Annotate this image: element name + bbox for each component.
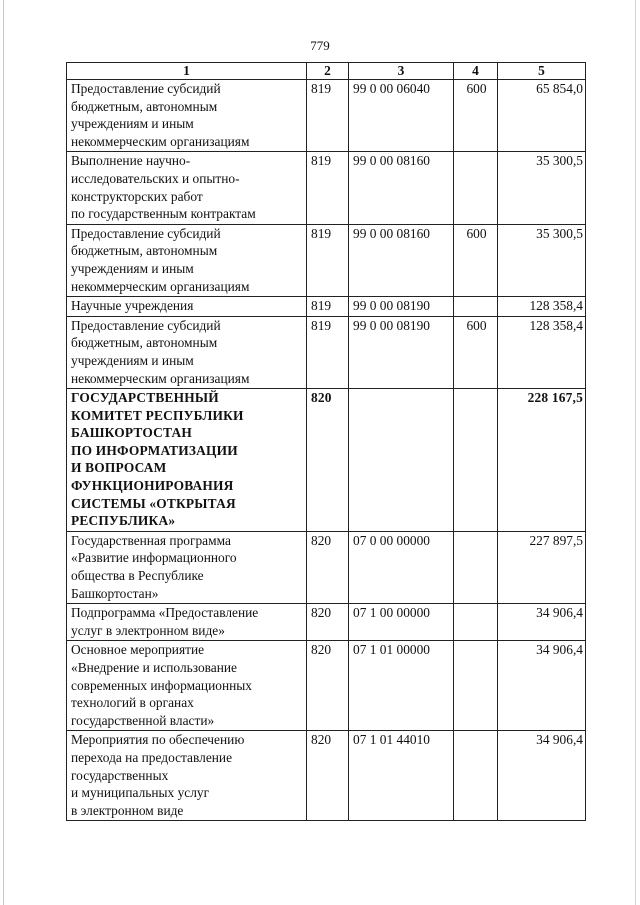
cell-name-line: учреждениям и иным	[71, 352, 194, 368]
cell-name-line: Предоставление субсидий	[71, 81, 221, 96]
cell-name-line: учреждениям и иным	[71, 116, 194, 132]
cell-csr: 99 0 00 08190	[349, 297, 454, 317]
column-header-type: 4	[454, 63, 498, 80]
cell-csr: 99 0 00 08160	[349, 224, 454, 296]
cell-name	[67, 152, 307, 224]
cell-type: 600	[454, 316, 498, 388]
cell-csr: 07 1 00 00000	[349, 604, 454, 641]
cell-amount: 34 906,4	[498, 641, 586, 731]
cell-name	[67, 604, 307, 641]
cell-name	[67, 80, 307, 152]
cell-name-line: конструкторских работ	[71, 188, 203, 204]
cell-name-line: перехода на предоставление	[71, 749, 233, 765]
column-header-name: 1	[67, 63, 307, 80]
cell-name-line: СИСТЕМЫ «ОТКРЫТАЯ	[71, 495, 236, 511]
cell-name-line: государственной власти»	[71, 712, 215, 728]
cell-type	[454, 297, 498, 317]
cell-name-line: Государственная программа	[71, 532, 231, 548]
cell-name-line: учреждениям и иным	[71, 260, 194, 276]
table-row	[67, 224, 586, 296]
cell-csr	[349, 389, 454, 532]
column-header-amount: 5	[498, 63, 586, 80]
cell-name-line: КОМИТЕТ РЕСПУБЛИКИ	[71, 407, 244, 423]
cell-name-line: ПО ИНФОРМАТИЗАЦИИ	[71, 442, 238, 458]
cell-type: 600	[454, 80, 498, 152]
cell-name	[67, 531, 307, 603]
scan-edge-right	[635, 0, 636, 905]
cell-amount: 35 300,5	[498, 224, 586, 296]
cell-amount: 128 358,4	[498, 297, 586, 317]
cell-name-line: Подпрограмма «Предоставление	[71, 605, 259, 621]
cell-name-line: бюджетным, автономным	[71, 335, 218, 351]
cell-name-line: Выполнение научно-	[71, 153, 191, 169]
table-row	[67, 531, 586, 603]
cell-code: 819	[307, 316, 349, 388]
cell-csr: 99 0 00 08190	[349, 316, 454, 388]
cell-type	[454, 389, 498, 532]
cell-name-line: БАШКОРТОСТАН	[71, 425, 192, 441]
cell-code: 820	[307, 389, 349, 532]
cell-type	[454, 531, 498, 603]
cell-name-line: ФУНКЦИОНИРОВАНИЯ	[71, 478, 234, 494]
cell-csr: 99 0 00 08160	[349, 152, 454, 224]
cell-name-line: технологий в органах	[71, 695, 194, 711]
cell-name-line: по государственным контрактам	[71, 206, 256, 222]
budget-table	[66, 62, 586, 821]
cell-name-line: некоммерческим организациям	[71, 133, 250, 149]
header-row	[67, 63, 586, 80]
table-row	[67, 604, 586, 641]
cell-name	[67, 731, 307, 821]
cell-name-line: Предоставление субсидий	[71, 225, 221, 241]
table-row	[67, 316, 586, 388]
cell-code: 819	[307, 224, 349, 296]
cell-name-line: Основное мероприятие	[71, 642, 205, 658]
table-row	[67, 731, 586, 821]
cell-type	[454, 641, 498, 731]
cell-name-line: «Внедрение и использование	[71, 660, 238, 675]
cell-name	[67, 316, 307, 388]
cell-csr: 07 0 00 00000	[349, 531, 454, 603]
table-row	[67, 152, 586, 224]
cell-name-line: ГОСУДАРСТВЕННЫЙ	[71, 390, 219, 406]
cell-name-line: бюджетным, автономным	[71, 243, 218, 259]
column-header-code: 2	[307, 63, 349, 80]
cell-code: 819	[307, 152, 349, 224]
cell-name-line: Научные учреждения	[71, 298, 194, 314]
table-body	[67, 80, 586, 821]
cell-csr: 07 1 01 44010	[349, 731, 454, 821]
cell-name-line: некоммерческим организациям	[71, 278, 250, 294]
cell-amount: 65 854,0	[498, 80, 586, 152]
cell-code: 819	[307, 80, 349, 152]
table-row	[67, 641, 586, 731]
scan-edge-left	[3, 0, 4, 905]
cell-amount: 228 167,5	[498, 389, 586, 532]
cell-name	[67, 389, 307, 532]
cell-name-line: «Развитие информационного	[71, 550, 237, 566]
cell-csr: 99 0 00 06040	[349, 80, 454, 152]
cell-name-line: И ВОПРОСАМ	[71, 460, 167, 476]
cell-amount: 35 300,5	[498, 152, 586, 224]
cell-name-line: в электронном виде	[71, 802, 184, 818]
cell-name-line: Башкортостан»	[71, 585, 159, 601]
cell-name-line: некоммерческим организациям	[71, 370, 250, 386]
cell-type	[454, 731, 498, 821]
cell-name-line: РЕСПУБЛИКА»	[71, 513, 176, 529]
cell-name-line: современных информационных	[71, 677, 252, 693]
cell-type: 600	[454, 224, 498, 296]
cell-code: 820	[307, 641, 349, 731]
cell-code: 820	[307, 604, 349, 641]
cell-name-line: государственных	[71, 767, 169, 783]
cell-code: 820	[307, 531, 349, 603]
cell-name-line: исследовательских и опытно-	[71, 170, 240, 186]
cell-name	[67, 297, 307, 317]
cell-amount: 34 906,4	[498, 604, 586, 641]
cell-name	[67, 641, 307, 731]
table-row	[67, 389, 586, 532]
cell-type	[454, 152, 498, 224]
table-row	[67, 80, 586, 152]
column-header-csr: 3	[349, 63, 454, 80]
cell-name-line: и муниципальных услуг	[71, 785, 210, 801]
cell-name-line: общества в Республике	[71, 568, 204, 584]
cell-type	[454, 604, 498, 641]
cell-csr: 07 1 01 00000	[349, 641, 454, 731]
cell-amount: 128 358,4	[498, 316, 586, 388]
cell-name-line: услуг в электронном виде»	[71, 622, 225, 638]
cell-name-line: Предоставление субсидий	[71, 317, 221, 333]
table-row	[67, 297, 586, 317]
cell-name-line: Мероприятия по обеспечению	[71, 732, 245, 748]
cell-code: 820	[307, 731, 349, 821]
cell-name-line: бюджетным, автономным	[71, 98, 218, 114]
cell-amount: 34 906,4	[498, 731, 586, 821]
page-number: 779	[310, 38, 330, 53]
cell-amount: 227 897,5	[498, 531, 586, 603]
cell-code: 819	[307, 297, 349, 317]
cell-name	[67, 224, 307, 296]
